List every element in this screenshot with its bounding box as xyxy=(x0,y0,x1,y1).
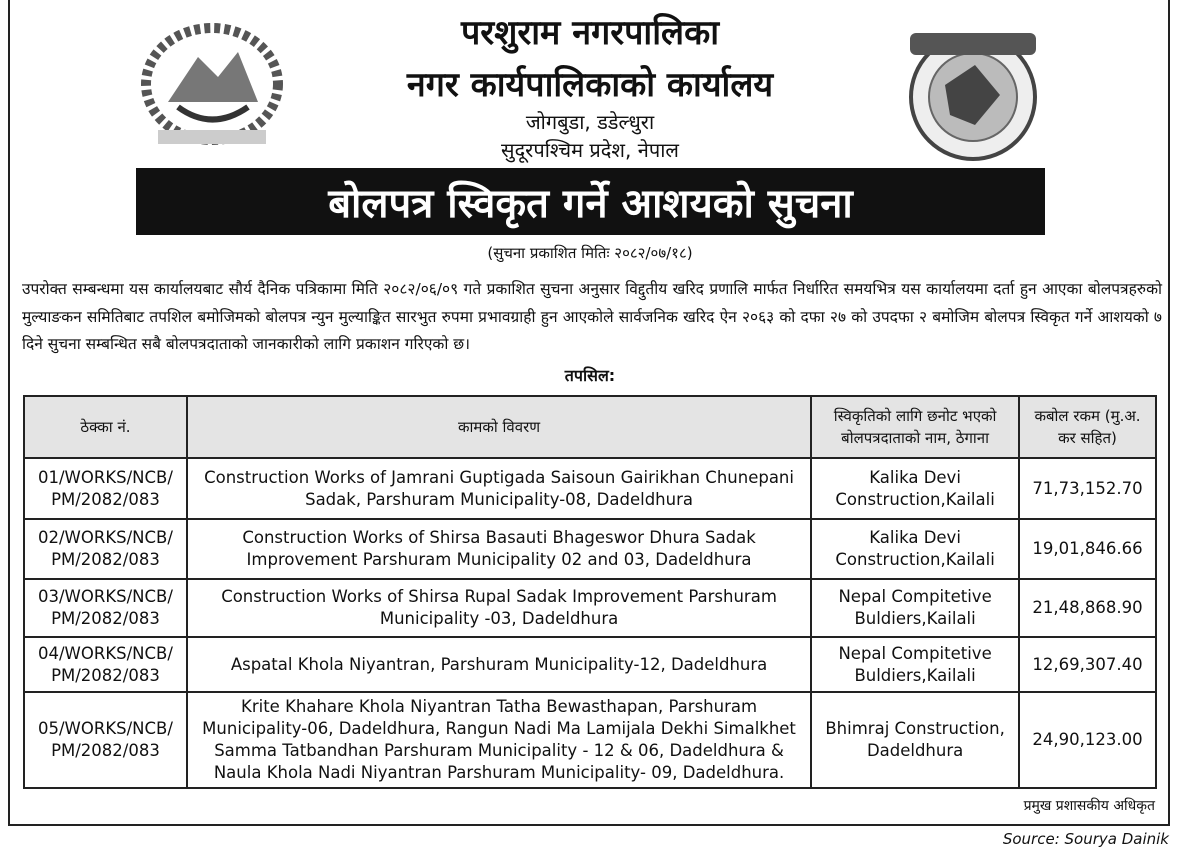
bid-table xyxy=(23,395,1157,789)
cell-bidder: Bhimraj Construction, Dadeldhura xyxy=(811,692,1019,788)
header-amount: कबोल रकम (मु.अ. कर सहित) xyxy=(1019,396,1156,458)
cell-description: Construction Works of Shirsa Basauti Bhageswor Dhura Sadak Improvement Parshuram Municipality 02 and 03, Dadeldhura xyxy=(187,519,811,579)
header-contract-no: ठेक्का नं. xyxy=(24,396,187,458)
cell-contract-no: 01/WORKS/NCB/ PM/2082/083 xyxy=(24,458,187,519)
cell-description: Construction Works of Jamrani Guptigada Saisoun Gairikhan Chunepani Sadak, Parshuram Municipality-08, Dadeldhura xyxy=(187,458,811,519)
cell-description: Construction Works of Shirsa Rupal Sadak Improvement Parshuram Municipality -03, Dadeldhura xyxy=(187,579,811,637)
cell-bidder: Kalika Devi Construction,Kailali xyxy=(811,519,1019,579)
table-row xyxy=(24,519,1156,579)
table-row xyxy=(24,579,1156,637)
cell-amount: 71,73,152.70 xyxy=(1019,458,1156,519)
cell-amount: 12,69,307.40 xyxy=(1019,637,1156,692)
cell-amount: 19,01,846.66 xyxy=(1019,519,1156,579)
nepal-emblem-logo xyxy=(138,22,286,152)
cell-contract-no: 03/WORKS/NCB/ PM/2082/083 xyxy=(24,579,187,637)
cell-bidder: Nepal Compitetive Buldiers,Kailali xyxy=(811,637,1019,692)
source: Source: Sourya Dainik xyxy=(1002,830,1169,848)
cell-amount: 24,90,123.00 xyxy=(1019,692,1156,788)
cell-contract-no: 05/WORKS/NCB/ PM/2082/083 xyxy=(24,692,187,788)
table-row xyxy=(24,692,1156,788)
signatory: प्रमुख प्रशासकीय अधिकृत xyxy=(1023,798,1155,814)
cell-bidder: Kalika Devi Construction,Kailali xyxy=(811,458,1019,519)
province: सुदूरपश्चिम प्रदेश, नेपाल xyxy=(501,138,679,162)
cell-description: Aspatal Khola Niyantran, Parshuram Municipality-12, Dadeldhura xyxy=(187,637,811,692)
cell-description: Krite Khahare Khola Niyantran Tatha Bewasthapan, Parshuram Municipality-06, Dadeldhura, Rangun Nadi Ma Lamijala Dekhi Simalkhet Samma Tatbandhan Parshuram Municipality - 12 & 06, Dadeldhura & Naula Khola Nadi Niyantran Parshuram Municipality- 09, Dadeldhura. xyxy=(187,692,811,788)
notice-title: बोलपत्र स्विकृत गर्ने आशयको सुचना xyxy=(136,168,1045,235)
table-row xyxy=(24,458,1156,519)
address: जोगबुडा, डडेल्धुरा xyxy=(525,110,655,134)
org-name: परशुराम नगरपालिका xyxy=(460,13,720,53)
details-label: तपसिल: xyxy=(564,366,616,385)
cell-bidder: Nepal Compitetive Buldiers,Kailali xyxy=(811,579,1019,637)
cell-contract-no: 02/WORKS/NCB/ PM/2082/083 xyxy=(24,519,187,579)
published-date: (सुचना प्रकाशित मितिः २०८२/०७/१८) xyxy=(487,244,693,262)
header-description: कामको विवरण xyxy=(187,396,811,458)
cell-amount: 21,48,868.90 xyxy=(1019,579,1156,637)
notice-body: उपरोक्त सम्बन्धमा यस कार्यालयबाट सौर्य दैनिक पत्रिकामा मिति २०८२/०६/०९ गते प्रकाशित सुचना अनुसार विद्दुतीय खरिद प्रणालि मार्फत निर्धारित समयभित्र यस कार्यालयमा दर्ता हुन आएका बोलपत्रहरुको मुल्याङकन समितिबाट तपशिल बमोजिमको बोलपत्र न्युन मुल्याङ्कित सारभुत रुपमा प्रभावग्राही हुन आएकोले सार्वजनिक खरिद ऐन २०६३ को दफा २७ को उपदफा २ बमोजिम बोलपत्र स्विकृत गर्ने आशयको ७ दिने सुचना सम्बन्धित सबै बोलपत्रदाताको जानकारीको लागि प्रकाशन गरिएको छ। xyxy=(22,280,1162,353)
table-row xyxy=(24,637,1156,692)
parshuram-municipality-logo xyxy=(905,25,1041,165)
office-name: नगर कार्यपालिकाको कार्यालय xyxy=(406,65,774,105)
header-bidder: स्विकृतिको लागि छनोट भएको बोलपत्रदाताको नाम, ठेगाना xyxy=(811,396,1019,458)
cell-contract-no: 04/WORKS/NCB/ PM/2082/083 xyxy=(24,637,187,692)
